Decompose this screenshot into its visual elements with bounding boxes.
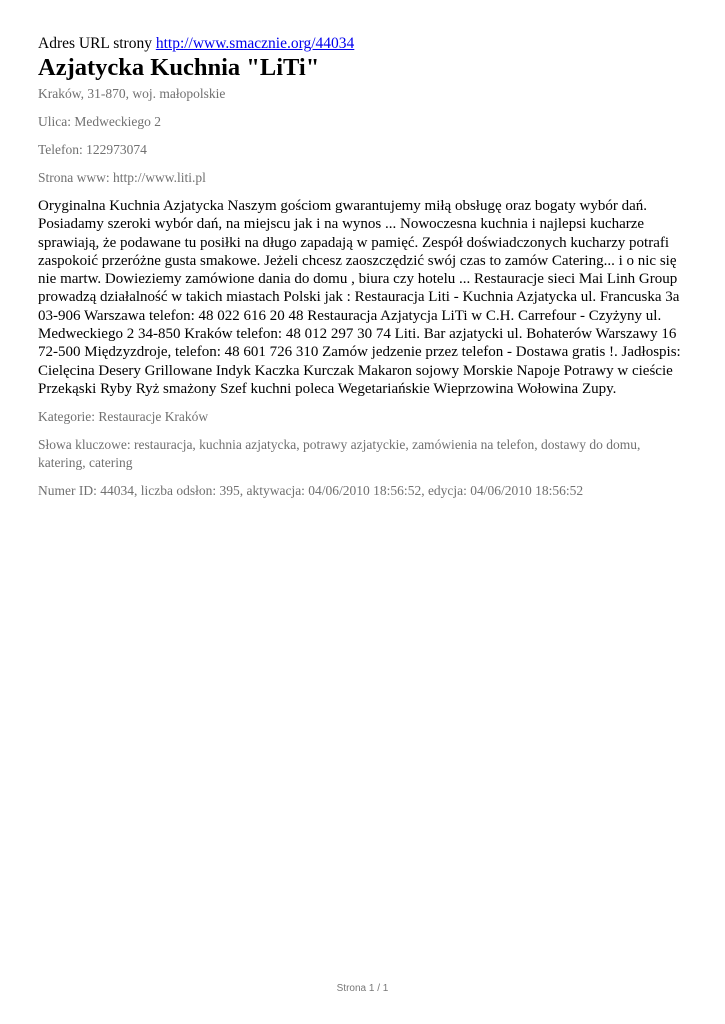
- record-info-text: Numer ID: 44034, liczba odsłon: 395, aktywacja: 04/06/2010 18:56:52, edycja: 04/06/2010 18:56:52: [38, 483, 584, 499]
- page-number: Strona 1 / 1: [336, 983, 389, 994]
- location-text: Kraków, 31-870, woj. małopolskie: [38, 86, 226, 101]
- listing-page: [38, 34, 690, 510]
- categories-text: Kategorie: Restauracje Kraków: [38, 409, 209, 425]
- phone-text: Telefon: 122973074: [38, 142, 147, 157]
- street-text: Ulica: Medweckiego 2: [38, 114, 161, 129]
- url-label: Adres URL strony: [38, 35, 152, 52]
- description-text: Oryginalna Kuchnia Azjatycka Naszym gościom gwarantujemy miłą obsługę oraz bogaty wybór dań. Posiadamy szeroki wybór dań, na miejscu jak i na wynos ... Nowoczesna kuchnia i najlepsi kucharze sprawiają, że podawane tu posiłki na długo zapadają w pamięć. Zespół doświadczonych kucharzy potrafi zaspokoić przeróżne gusta smakowe. Jeżeli chcesz zaoszczędzić swój czas to zamów Catering... i o nic się nie martw. Dowieziemy zamówione dania do domu , biura czy hotelu ... Restauracje sieci Mai Linh Group prowadzą działalność w takich miastach Polski jak : Restauracja Liti - Kuchnia Azjatycka ul. Francuska 3a 03-906 Warszawa telefon: 48 022 616 20 48 Restauracja Azjatycja LiTi w C.H. Carrefour - Czyżyny ul. Medweckiego 2 34-850 Kraków telefon: 48 012 297 30 74 Liti. Bar azjatycki ul. Bohaterów Warszawy 16 72-500 Międzyzdroje, telefon: 48 601 726 310 Zamów jedzenie przez telefon - Dostawa gratis !. Jadłospis: Cielęcina Desery Grillowane Indyk Kaczka Kurczak Makaron sojowy Morskie Napoje Potrawy w cieście Przekąski Ryby Ryż smażony Szef kuchni poleca Wegetariańskie Wieprzowina Wołowina Zupy.: [38, 198, 681, 397]
- url-line: [38, 34, 690, 54]
- website-text: Strona www: http://www.liti.pl: [38, 170, 206, 185]
- page-url-link[interactable]: http://www.smacznie.org/44034: [155, 35, 355, 52]
- listing-title: Azjatycka Kuchnia "LiTi": [38, 54, 320, 81]
- keywords-text: Słowa kluczowe: restauracja, kuchnia azjatycka, potrawy azjatyckie, zamówienia na telefon, dostawy do domu, katering, catering: [38, 437, 641, 471]
